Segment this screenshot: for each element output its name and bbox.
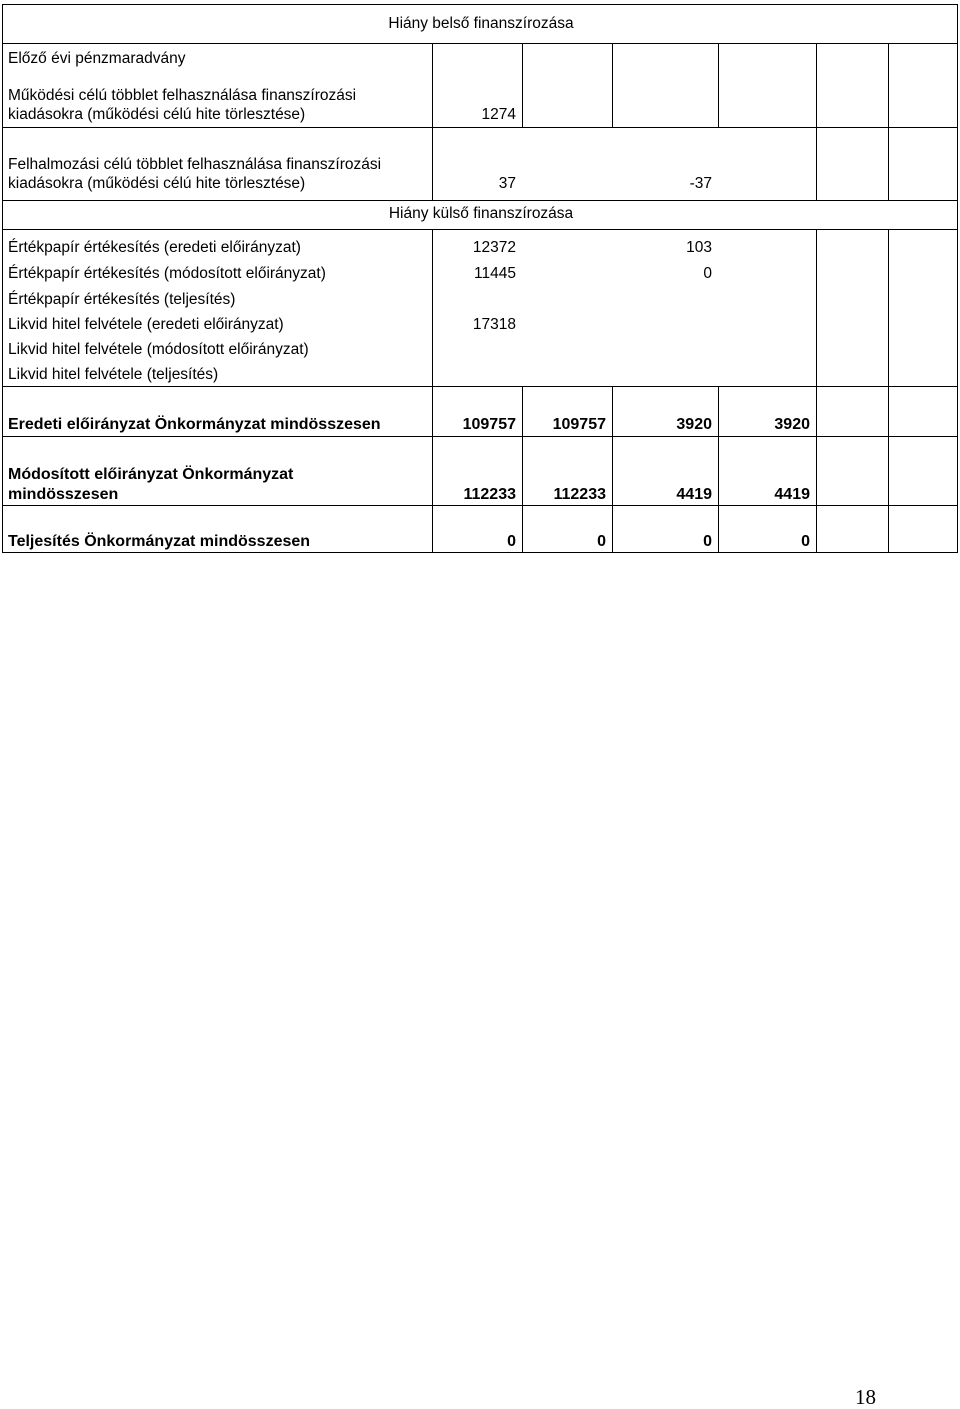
total-modositott-v2: 112233 — [553, 486, 606, 503]
total-eredeti-v3: 3920 — [676, 416, 712, 433]
total-label-teljesites: Teljesítés Önkormányzat mindösszesen — [8, 533, 311, 550]
cell-felhalmozasi-v1: 37 — [498, 175, 516, 192]
total-label-modositott-2: mindösszesen — [8, 486, 119, 503]
cell-ertekpapir-eredeti-v1: 12372 — [472, 239, 516, 256]
grid-line — [957, 4, 958, 552]
grid-line — [816, 229, 817, 386]
cell-ertekpapir-modositott-v3: 0 — [703, 265, 712, 282]
grid-line — [2, 505, 958, 506]
total-modositott-v1: 112233 — [463, 486, 516, 503]
grid-line — [816, 127, 817, 200]
grid-line — [2, 127, 958, 128]
grid-line — [888, 43, 889, 127]
cell-likvid-eredeti-v1: 17318 — [472, 316, 516, 333]
grid-line — [2, 43, 958, 44]
row-label-likvid-eredeti: Likvid hitel felvétele (eredeti előirányzat) — [8, 316, 284, 333]
grid-line — [2, 4, 958, 5]
total-eredeti-v4: 3920 — [774, 416, 810, 433]
grid-line — [888, 229, 889, 386]
grid-line — [432, 43, 433, 200]
grid-line — [522, 43, 523, 127]
grid-line — [816, 386, 817, 552]
grid-line — [2, 200, 958, 201]
total-teljesites-v3: 0 — [703, 533, 712, 550]
row-label-ertekpapir-eredeti: Értékpapír értékesítés (eredeti előirányzat) — [8, 239, 301, 256]
grid-line — [718, 43, 719, 127]
grid-line — [612, 386, 613, 552]
grid-line — [432, 229, 433, 386]
grid-line — [718, 386, 719, 552]
grid-line — [2, 4, 3, 552]
page-number: 18 — [855, 1385, 876, 1409]
finance-table — [0, 0, 960, 560]
grid-line — [2, 386, 958, 387]
total-modositott-v3: 4419 — [676, 486, 712, 503]
grid-line — [2, 436, 958, 437]
grid-line — [522, 386, 523, 552]
row-label-likvid-modositott: Likvid hitel felvétele (módosított előirányzat) — [8, 341, 309, 358]
row-label-mukodesi-2: kiadásokra (működési célú hite törlesztése) — [8, 106, 306, 123]
cell-mukodesi-v1: 1274 — [481, 106, 516, 123]
total-eredeti-v1: 109757 — [462, 416, 516, 433]
grid-line — [2, 229, 958, 230]
total-label-modositott-1: Módosított előirányzat Önkormányzat — [8, 466, 294, 483]
row-label-elozo-evi: Előző évi pénzmaradvány — [8, 50, 186, 67]
row-label-mukodesi-1: Működési célú többlet felhasználása finanszírozási — [8, 87, 357, 104]
row-label-ertekpapir-teljesites: Értékpapír értékesítés (teljesítés) — [8, 291, 236, 308]
cell-ertekpapir-modositott-v1: 11445 — [474, 265, 516, 282]
grid-line — [2, 552, 958, 553]
total-modositott-v4: 4419 — [774, 486, 810, 503]
section-header-belso: Hiány belső finanszírozása — [388, 15, 574, 32]
grid-line — [888, 127, 889, 200]
section-header-kulso: Hiány külső finanszírozása — [388, 205, 574, 222]
row-label-felhalmozasi-2: kiadásokra (működési célú hite törlesztése) — [8, 175, 306, 192]
grid-line — [816, 43, 817, 127]
total-label-eredeti: Eredeti előirányzat Önkormányzat mindösszesen — [8, 416, 381, 433]
total-teljesites-v4: 0 — [801, 533, 810, 550]
cell-ertekpapir-eredeti-v3: 103 — [686, 239, 712, 256]
grid-line — [888, 386, 889, 552]
row-label-ertekpapir-modositott: Értékpapír értékesítés (módosított előirányzat) — [8, 265, 326, 282]
total-teljesites-v1: 0 — [507, 533, 516, 550]
grid-line — [612, 43, 613, 127]
total-teljesites-v2: 0 — [597, 533, 606, 550]
row-label-likvid-teljesites: Likvid hitel felvétele (teljesítés) — [8, 366, 219, 383]
grid-line — [432, 386, 433, 552]
total-eredeti-v2: 109757 — [552, 416, 606, 433]
row-label-felhalmozasi-1: Felhalmozási célú többlet felhasználása finanszírozási — [8, 156, 382, 173]
cell-felhalmozasi-v3: -37 — [689, 175, 712, 192]
